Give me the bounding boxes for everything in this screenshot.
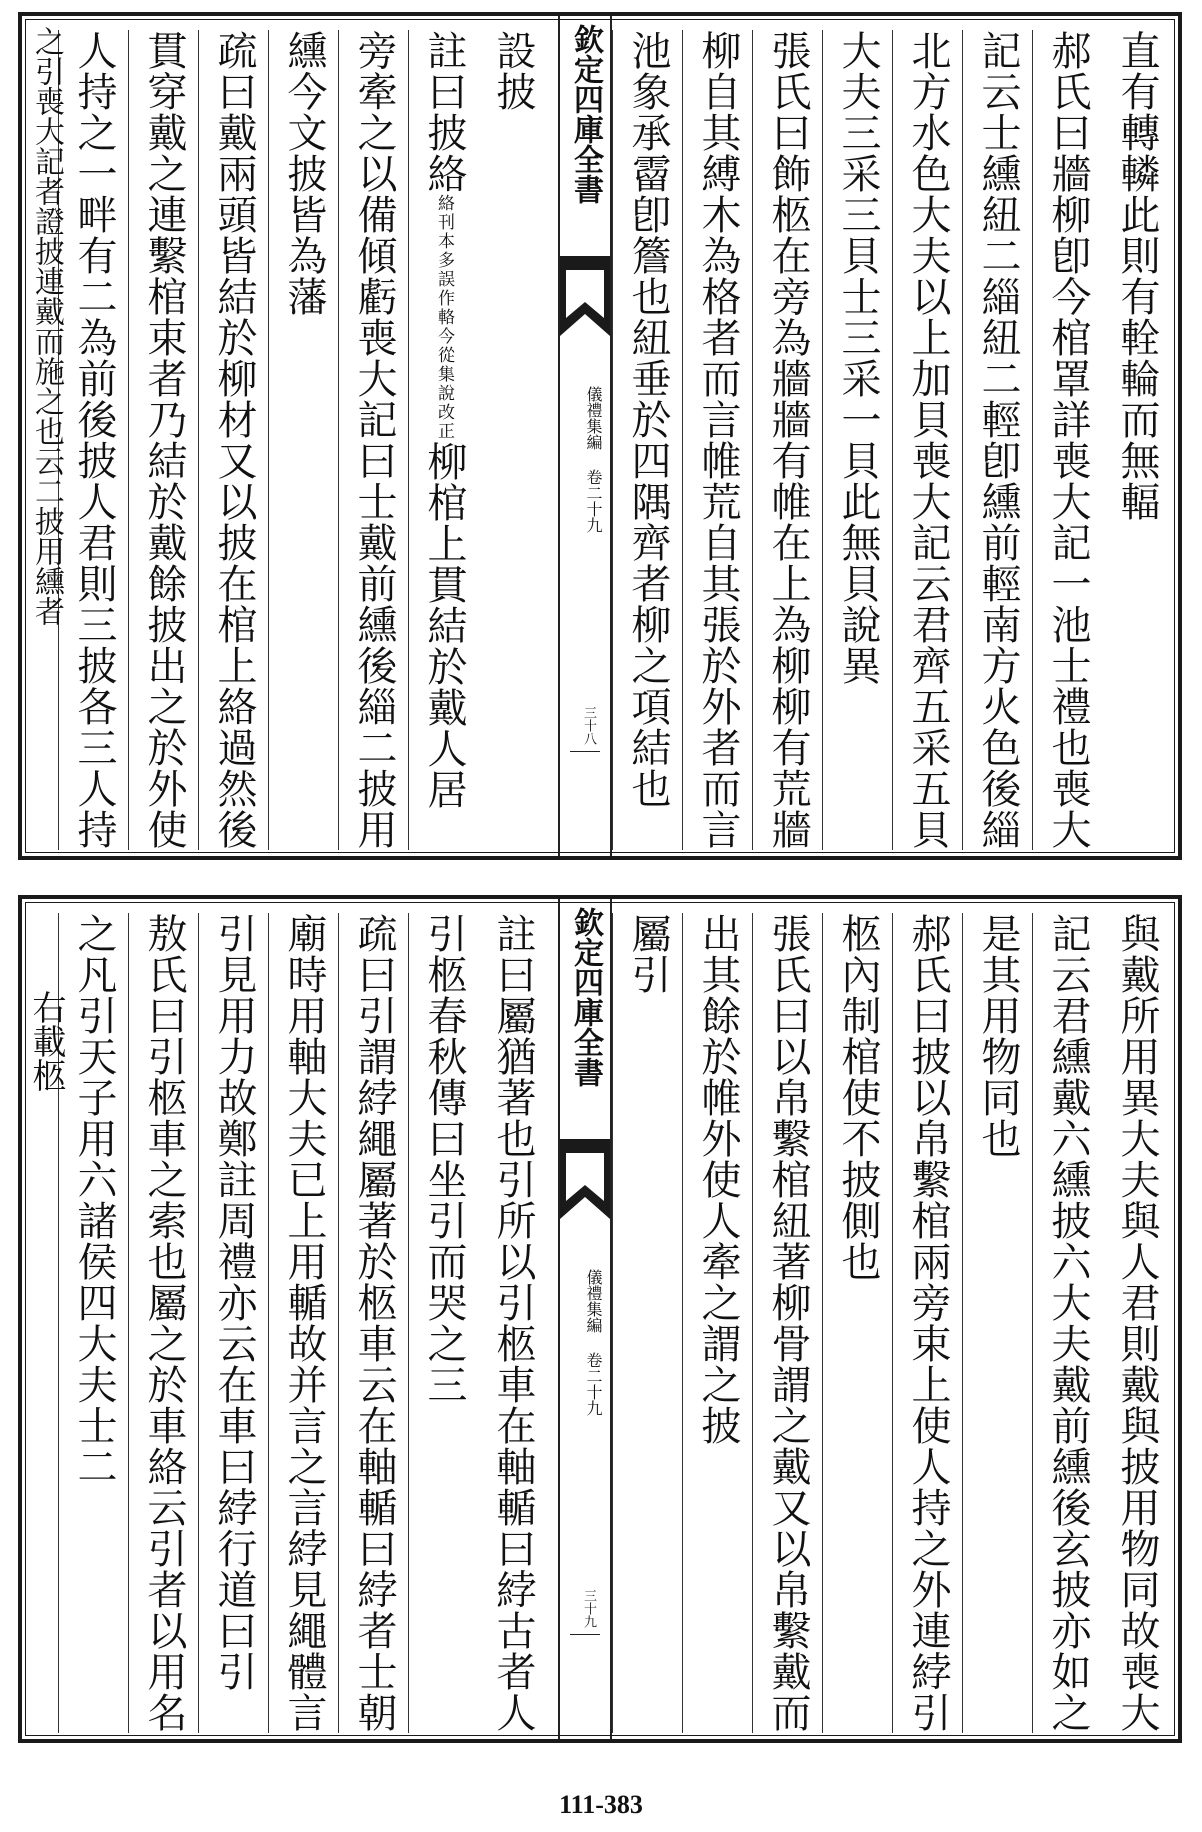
volume-label: 卷二十九 — [584, 1352, 603, 1416]
text-column: 註曰屬猶著也引所以引柩車在軸輴曰綍古者人 — [490, 913, 536, 1733]
page-number: 三十八 — [581, 706, 596, 745]
book-title: 欽定四庫全書 — [568, 907, 603, 1087]
text-column: 大夫三采三貝士三采一貝此無貝說異 — [822, 30, 893, 850]
book-title: 欽定四庫全書 — [568, 24, 603, 204]
text-column: 與戴所用異大夫與人君則戴與披用物同故喪大 — [1114, 913, 1160, 1733]
divider — [570, 751, 600, 752]
fish-tail-mark — [560, 256, 610, 336]
text-column: 記云君纁戴六纁披六大夫戴前纁後玄披亦如之 — [1032, 913, 1103, 1733]
center-gutter — [558, 16, 612, 856]
column-main-text: 柳棺上貫結於戴人居 — [421, 441, 467, 810]
text-column: 敖氏曰引柩車之索也屬之於車絡云引者以用名 — [128, 913, 199, 1733]
text-column: 引見用力故鄭註周禮亦云在車曰綍行道曰引 — [198, 913, 269, 1733]
text-column: 是其用物同也 — [962, 913, 1033, 1733]
text-column: 之引喪大記者證披連戴而施之也云二披用纁者 — [29, 26, 64, 626]
text-column: 記云士纁紐二緇紐二輕卽纁前輕南方火色後緇 — [962, 30, 1033, 850]
text-column: 柳自其縛木為格者而言帷荒自其張於外者而言 — [682, 30, 753, 850]
section-title — [568, 386, 602, 606]
text-column: 旁牽之以備傾虧喪大記曰士戴前纁後緇二披用 — [338, 30, 409, 850]
text-column: 引柩春秋傳曰坐引而哭之三 — [408, 913, 479, 1733]
text-column: 張氏曰飾柩在旁為牆牆有帷在上為柳柳有荒牆 — [752, 30, 823, 850]
page-bottom-half — [18, 895, 1182, 1743]
text-column: 出其餘於帷外使人牽之謂之披 — [682, 913, 753, 1733]
page-number: 三十九 — [581, 1589, 596, 1628]
text-column: 張氏曰以帛繫棺紐著柳骨謂之戴又以帛繫戴而 — [752, 913, 823, 1733]
text-column: 設披 — [490, 30, 536, 112]
sub-title: 儀禮集編 — [584, 1269, 603, 1333]
text-column: 柩內制棺使不披側也 — [822, 913, 893, 1733]
volume-label: 卷二十九 — [584, 469, 603, 533]
page-top-half — [18, 12, 1182, 860]
text-column: 疏曰引謂綍繩屬著於柩車云在軸輴曰綍者士朝 — [338, 913, 409, 1733]
text-column: 纁今文披皆為藩 — [268, 30, 339, 850]
column-main-text: 註曰披絡 — [421, 30, 467, 194]
text-column: 北方水色大夫以上加貝喪大記云君齊五采五貝 — [892, 30, 963, 850]
text-column: 郝氏曰牆柳卽今棺罩詳喪大記一池士禮也喪大 — [1032, 30, 1103, 850]
text-column — [408, 30, 479, 850]
center-gutter — [558, 899, 612, 1739]
text-column: 屬引 — [612, 913, 683, 1733]
text-column: 廟時用軸大夫已上用輴故并言之言綍見繩體言 — [268, 913, 339, 1733]
text-column: 貫穿戴之連繫棺束者乃結於戴餘披出之於外使 — [128, 30, 199, 850]
divider — [570, 1634, 600, 1635]
inline-note: 絡刊本多誤作輅今從集說改正 — [434, 194, 454, 441]
text-column: 疏曰戴兩頭皆結於柳材又以披在棺上絡過然後 — [198, 30, 269, 850]
sub-title: 儀禮集編 — [584, 386, 603, 450]
section-title — [568, 1269, 602, 1489]
text-column: 直有轉轔此則有輇輪而無輻 — [1114, 30, 1160, 522]
text-column: 人持之一畔有二為前後披人君則三披各三人持 — [58, 30, 129, 850]
text-column: 郝氏曰披以帛繫棺兩旁束上使人持之外連綍引 — [892, 913, 963, 1733]
fish-tail-mark — [560, 1139, 610, 1219]
text-column: 之凡引天子用六諸侯四大夫士二 — [58, 913, 129, 1733]
text-column: 池象承霤卽簷也紐垂於四隅齊者柳之項結也 — [612, 30, 683, 850]
page-footer-number: 111-383 — [559, 1790, 643, 1819]
section-end-label: 右載柩 — [26, 990, 66, 1092]
